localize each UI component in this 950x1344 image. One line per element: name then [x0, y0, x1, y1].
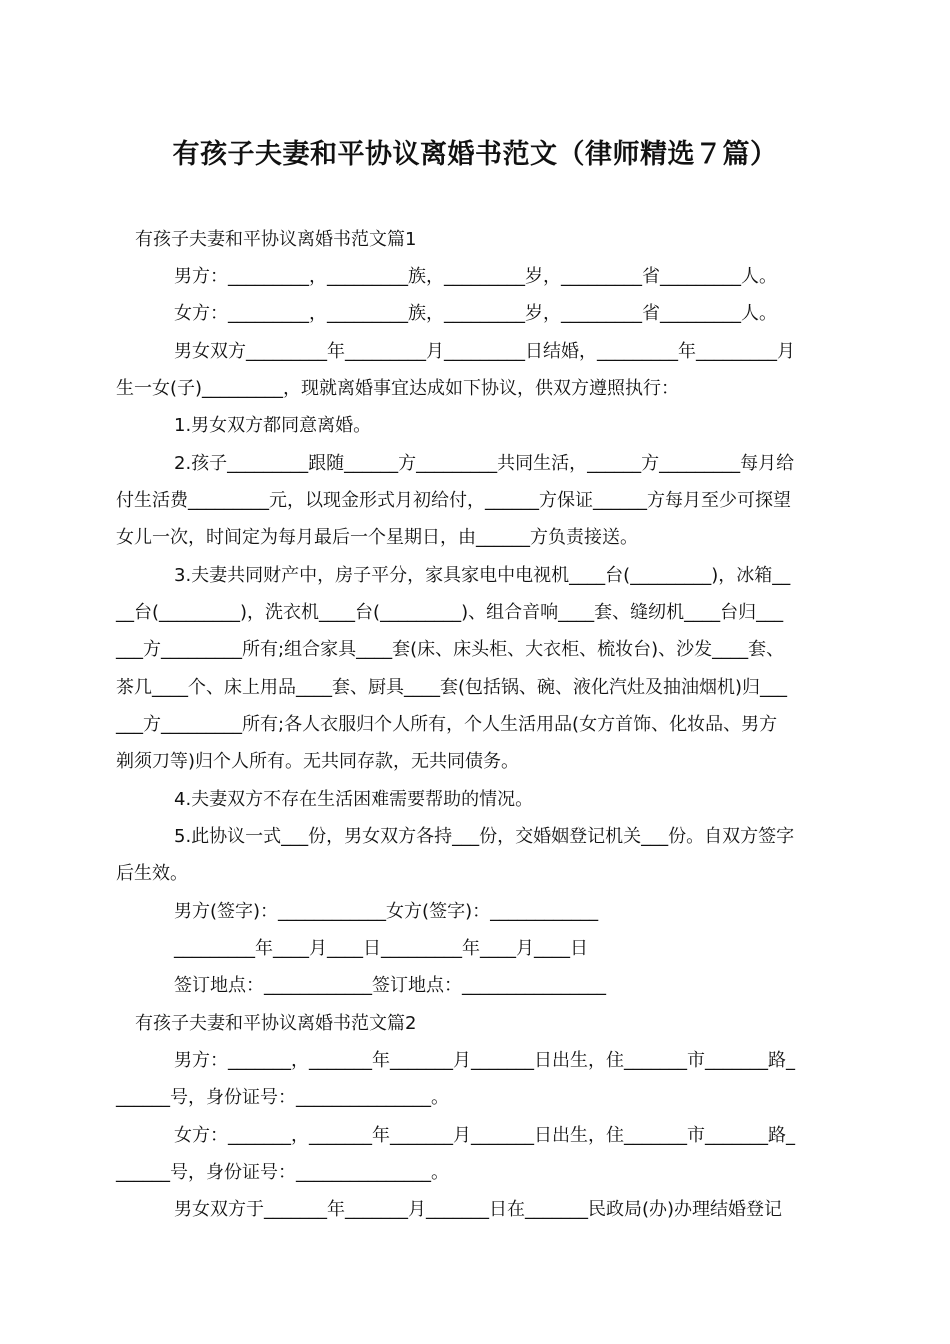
paragraph-line: ___方_________所有;各人衣服归个人所有，个人生活用品(女方首饰、化妆品、男方	[116, 714, 778, 735]
paragraph-line: 茶几____个、床上用品____套、厨具____套(包括锅、碗、液化汽灶及抽油烟机)归___	[116, 677, 788, 698]
paragraph-line: 男方：_______，_______年_______月_______日出生，住_______市_______路_	[174, 1050, 795, 1071]
section-heading-1: 有孩子夫妻和平协议离婚书范文篇1	[135, 229, 417, 250]
paragraph-line: ______号，身份证号：_______________。	[116, 1087, 449, 1108]
signature-line: 男方(签字)：____________女方(签字)：____________	[174, 901, 599, 922]
paragraph-line: 5.此协议一式___份，男女双方各持___份，交婚姻登记机关___份。自双方签字	[174, 826, 795, 847]
paragraph-line: ______号，身份证号：_______________。	[116, 1162, 449, 1183]
paragraph-line: 后生效。	[116, 863, 188, 884]
paragraph-line: __台(_________)，洗衣机____台(_________)、组合音响____套、缝纫机____台归___	[116, 602, 784, 623]
paragraph-line: 女儿一次，时间定为每月最后一个星期日，由______方负责接送。	[116, 527, 638, 548]
date-line: _________年____月____日_________年____月____日	[174, 938, 588, 959]
paragraph-line: 男女双方_________年_________月_________日结婚，_________年_________月	[174, 341, 795, 362]
paragraph-line: 3.夫妻共同财产中，房子平分，家具家电中电视机____台(_________)，冰箱__	[174, 565, 791, 586]
document-title: 有孩子夫妻和平协议离婚书范文（律师精选７篇）	[172, 139, 778, 170]
section-heading-2: 有孩子夫妻和平协议离婚书范文篇2	[135, 1013, 417, 1034]
paragraph-line: 付生活费_________元，以现金形式月初给付，______方保证______方每月至少可探望	[116, 490, 791, 511]
paragraph-line: 男方：_________，_________族，_________岁，_________省_________人。	[174, 266, 777, 287]
paragraph-line: 女方：_______，_______年_______月_______日出生，住_______市_______路_	[174, 1125, 795, 1146]
paragraph-line: 1.男女双方都同意离婚。	[174, 415, 372, 436]
paragraph-line: 生一女(子)_________，现就离婚事宜达成如下协议，供双方遵照执行：	[116, 378, 680, 399]
paragraph-line: 男女双方于_______年_______月_______日在_______民政局(办)办理结婚登记	[174, 1199, 783, 1220]
paragraph-line: 剃须刀等)归个人所有。无共同存款，无共同债务。	[116, 751, 520, 772]
place-line: 签订地点：____________签订地点：________________	[174, 975, 606, 996]
paragraph-line: 2.孩子_________跟随______方_________共同生活，______方_________每月给	[174, 453, 795, 474]
paragraph-line: 4.夫妻双方不存在生活困难需要帮助的情况。	[174, 789, 534, 810]
paragraph-line: 女方：_________，_________族，_________岁，_________省_________人。	[174, 303, 777, 324]
paragraph-line: ___方_________所有;组合家具____套(床、床头柜、大衣柜、梳妆台)、沙发____套、	[116, 639, 785, 660]
